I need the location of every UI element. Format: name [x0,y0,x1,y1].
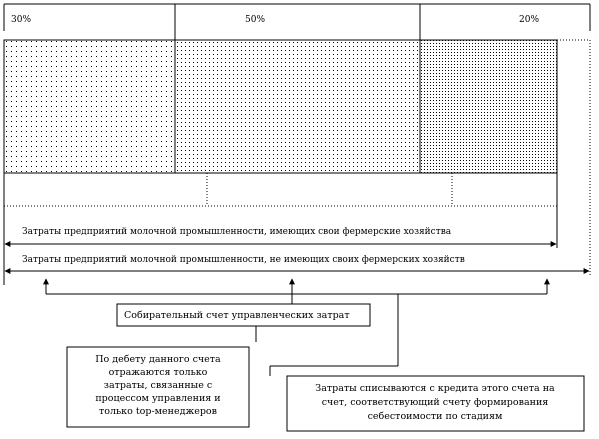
row-label-without-farms: Затраты предприятий молочной промышленности, не имеющих своих фермерских хозяйств [22,255,465,265]
sales-stage-box [420,40,557,173]
row-label-with-farms: Затраты предприятий молочной промышленности, имеющих свои фермерские хозяйства [22,227,452,237]
debit-line-2: отражаются только [108,367,208,378]
debit-line-5: только top-менеджеров [98,406,218,417]
credit-line-2: счет, соответствующий счету формирования [321,397,549,408]
collector-account-label: Собирательный счет управленческих затрат [124,310,350,321]
debit-explanation [67,347,249,427]
collector-account [117,304,370,326]
credit-line-3: себестоимости по стадиям [367,411,503,422]
percent-label-farm-stage: 30% [11,15,32,25]
stage-boxes [4,40,590,275]
debit-line-1: По дебету данного счета [95,354,221,365]
row-without-farms [5,255,589,271]
debit-line-3: затраты, связанные с [103,380,213,391]
credit-explanation [287,376,584,431]
processing-stage-box [175,40,420,173]
row-with-farms [5,227,556,244]
farm-stage-box [4,40,175,173]
percent-label-processing-stage: 50% [245,15,266,25]
dashed-frame-right [557,40,590,275]
percent-label-sales-stage: 20% [519,15,540,25]
debit-line-4: процессом управления и [95,393,221,404]
distribution-arrows [46,279,547,304]
credit-line-1: Затраты списываются с кредита этого счета на [315,383,555,394]
percent-scale [4,4,590,40]
